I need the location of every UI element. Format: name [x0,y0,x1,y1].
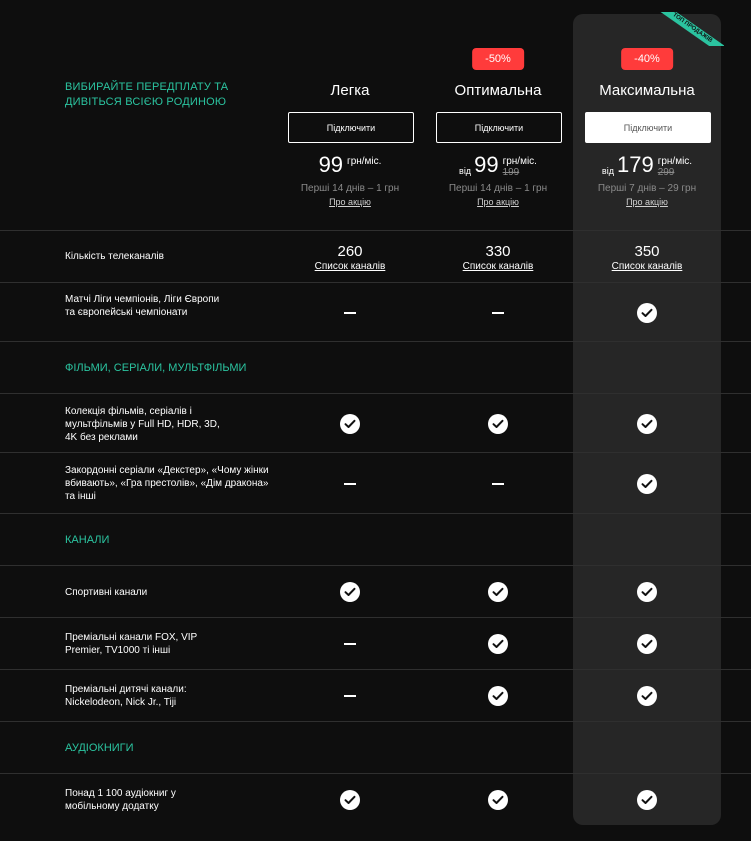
check-circle-icon [637,303,657,323]
check-circle-icon [340,790,360,810]
price [573,150,721,180]
feature-cell [276,283,424,342]
connect-button[interactable]: Підключити [585,112,711,143]
price-value: 99 [318,152,344,177]
dash-icon [344,312,356,314]
row-label: Спортивні канали [65,587,148,598]
feature-cell [573,618,721,670]
channel-count-cell [424,239,572,275]
feature-row [0,773,751,825]
check-circle-icon [340,582,360,602]
section-title: КАНАЛИ [65,534,110,546]
check-circle-icon [488,582,508,602]
feature-cell [276,774,424,826]
section-row [0,341,751,393]
section-row [0,513,751,565]
feature-cell [573,394,721,453]
row-label: Понад 1 100 аудіокниг у мобільному додатку [65,788,176,812]
promo-link[interactable]: Про акцію [477,197,519,207]
feature-row [0,617,751,669]
price-from: від [601,166,614,176]
feature-cell [573,453,721,514]
check-circle-icon [637,790,657,810]
check-circle-icon [637,414,657,434]
price [424,150,572,180]
price-from: від [459,166,472,176]
trial-text: Перші 14 днів – 1 грн [448,183,548,194]
feature-cell [573,566,721,618]
dash-icon [344,483,356,485]
plan-light [276,0,424,230]
row-label: Кількість телеканалів [65,251,164,262]
feature-cell [424,283,572,342]
feature-cell [424,566,572,618]
feature-row [0,393,751,452]
promo-link[interactable]: Про акцію [626,197,668,207]
feature-cell [276,453,424,514]
check-circle-icon [637,634,657,654]
feature-cell [424,618,572,670]
ribbon-text: ТОП ПРОДАЖІВ [648,12,724,46]
price-value: 179 [616,152,654,177]
check-circle-icon [488,634,508,654]
channel-list-link[interactable]: Список каналів [462,260,534,272]
row-label: Преміальні канали FOX, VIP Premier, TV1000 ті інші [65,632,198,656]
discount-badge: -50% [472,48,524,70]
price-unit: грн/міс. [347,156,382,167]
price-unit: грн/міс. [657,156,693,167]
feature-cell [424,453,572,514]
plan-maximal [573,0,721,230]
feature-row [0,452,751,513]
feature-cell [424,774,572,826]
price [276,150,424,180]
row-label: Колекція фільмів, серіалів і мультфільмів у Full HD, HDR, 3D, 4K без реклами [65,406,220,443]
row-label: Преміальні дитячі канали: Nickelodeon, Nick Jr., Tiji [65,684,187,708]
feature-row [0,282,751,341]
feature-cell [276,394,424,453]
row-label: Матчі Ліги чемпіонів, Ліги Європи та європейські чемпіонати [65,294,220,318]
old-price: 299 [657,167,675,178]
channel-count: 260 [337,242,363,260]
check-circle-icon [340,414,360,434]
connect-button[interactable]: Підключити [288,112,414,143]
plan-optimal [424,0,572,230]
promo-link[interactable]: Про акцію [329,197,371,207]
feature-cell [276,618,424,670]
check-circle-icon [488,790,508,810]
section-title: АУДІОКНИГИ [65,742,134,754]
price-value: 99 [474,152,499,177]
channel-count: 350 [634,242,660,260]
feature-cell [573,774,721,826]
feature-cell [424,394,572,453]
old-price: 199 [502,167,520,178]
discount-badge: -40% [621,48,673,70]
row-label: Закордонні серіали «Декстер», «Чому жінки вбивають», «Гра престолів», «Дім дракона» та інші [65,465,269,502]
plan-name: Оптимальна [454,82,542,99]
plan-name: Легка [330,82,370,99]
feature-cell [276,670,424,722]
connect-button[interactable]: Підключити [436,112,562,143]
channel-count: 330 [485,242,511,260]
feature-cell [573,283,721,342]
dash-icon [492,483,504,485]
channel-list-link[interactable]: Список каналів [314,260,386,272]
price-unit: грн/міс. [502,156,537,167]
dash-icon [344,643,356,645]
feature-cell [573,670,721,722]
feature-row [0,565,751,617]
check-circle-icon [637,686,657,706]
channel-count-cell [276,239,424,275]
trial-text: Перші 14 днів – 1 грн [300,183,400,194]
feature-cell [276,566,424,618]
section-title: ФІЛЬМИ, СЕРІАЛИ, МУЛЬТФІЛЬМИ [65,362,247,374]
feature-cell [424,670,572,722]
dash-icon [344,695,356,697]
dash-icon [492,312,504,314]
trial-text: Перші 7 днів – 29 грн [597,183,697,194]
channels-count-row [0,230,751,282]
channel-count-cell [573,239,721,275]
check-circle-icon [488,686,508,706]
feature-row [0,669,751,721]
page-title: ВИБИРАЙТЕ ПЕРЕДПЛАТУ ТА ДИВІТЬСЯ ВСІЄЮ РОДИНОЮ [65,81,229,108]
check-circle-icon [637,474,657,494]
channel-list-link[interactable]: Список каналів [611,260,683,272]
check-circle-icon [488,414,508,434]
check-circle-icon [637,582,657,602]
section-row [0,721,751,773]
plan-name: Максимальна [599,82,695,99]
